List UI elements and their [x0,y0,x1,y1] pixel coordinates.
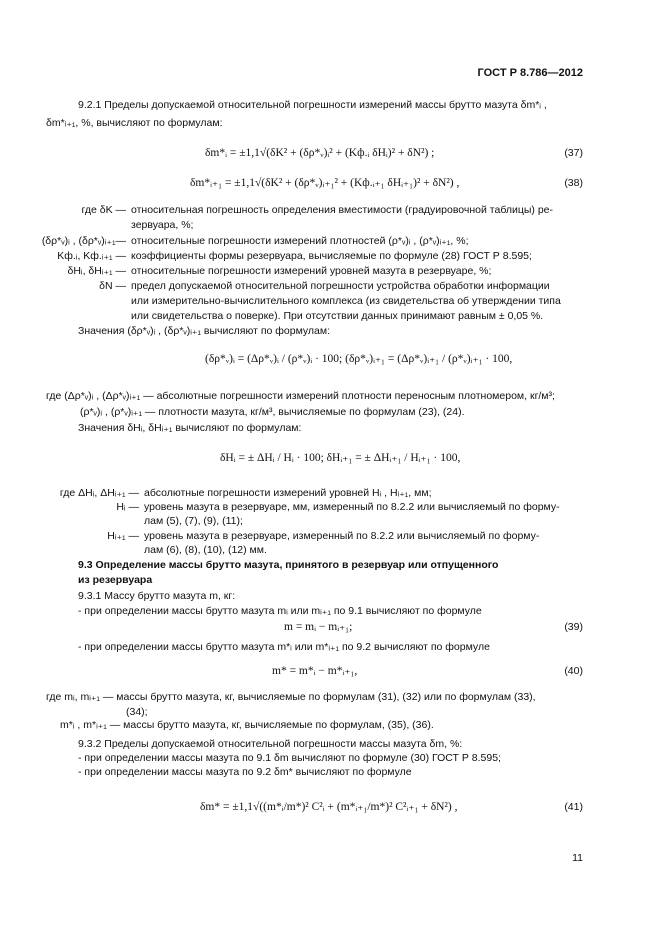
where3-symbol: Hᵢ₊₁ — [107,530,139,542]
where3-text: лам (6), (8), (10), (12) мм. [144,544,267,556]
equation-37: δm*ᵢ = ±1,1√(δK² + (δρ*ᵥ)ᵢ² + (Kф.ᵢ δHᵢ)² + δN²) ; [205,147,435,159]
where2-line1: где (Δρ*ᵥ)ᵢ , (Δρ*ᵥ)ᵢ₊₁ — абсолютные погрешности измерений плотности переносным плотномером, кг/м³; [46,390,555,402]
paragraph-931-line1: 9.3.1 Массу брутто мазута m, кг: [78,590,236,602]
where1-symbol: Kф.ᵢ, Kф.ᵢ₊₁ — [57,250,126,262]
where3-text: абсолютные погрешности измерений уровней Hᵢ , Hᵢ₊₁, мм; [144,487,432,499]
where1-symbol: где δK — [81,204,126,216]
paragraph-932-line3: - при определении массы мазута по 9.2 δm* вычисляют по формуле [78,766,412,778]
equation-38-number: (38) [564,177,583,189]
paragraph-921-line2: δm*ᵢ₊₁, %, вычисляют по формулам: [46,117,223,129]
where1-text: или измерительно-вычислительного комплекса (из свидетельства об утверждении типа [131,295,561,307]
where1-text: относительные погрешности измерений уровней мазута в резервуаре, %; [131,265,492,277]
equation-rho: (δρ*ᵥ)ᵢ = (Δρ*ᵥ)ᵢ / (ρ*ᵥ)ᵢ · 100; (δρ*ᵥ)ᵢ₊₁ = (Δρ*ᵥ)ᵢ₊₁ / (ρ*ᵥ)ᵢ₊₁ · 100, [205,353,513,365]
equation-37-number: (37) [564,147,583,159]
where3-text: лам (5), (7), (9), (11); [144,515,243,527]
where3-symbol: где ΔHᵢ, ΔHᵢ₊₁ — [59,487,139,499]
document-header: ГОСТ Р 8.786—2012 [477,67,583,79]
equation-40: m* = m*ᵢ − m*ᵢ₊₁, [272,665,358,677]
where3-text: уровень мазута в резервуаре, измеренный по 8.2.2 или вычисляемый по форму- [144,530,540,542]
paragraph-932-line1: 9.3.2 Пределы допускаемой относительной погрешности массы мазута δm, %: [78,738,463,750]
where4-line1: где mᵢ, mᵢ₊₁ — массы брутто мазута, кг, вычисляемые по формулам (31), (32) или по формулам (33), [46,691,536,703]
where2-line2: (ρ*ᵥ)ᵢ , (ρ*ᵥ)ᵢ₊₁ — плотности мазута, кг/м³, вычисляемые по формулам (23), (24). [80,406,465,418]
where3-symbol: Hᵢ — [116,501,139,513]
section-9-3-title-line2: из резервуара [78,574,153,586]
paragraph-931-line2: - при определении массы брутто мазута mᵢ или mᵢ₊₁ по 9.1 вычисляют по формуле [78,605,482,617]
equation-41: δm* = ±1,1√((m*ᵢ/m*)² C²ᵢ + (m*ᵢ₊₁/m*)² C²ᵢ₊₁ + δN²) , [200,801,458,813]
where1-text: коэффициенты формы резервуара, вычисляемые по формуле (28) ГОСТ Р 8.595; [131,250,532,262]
where1-text: или свидетельства о поверке). При отсутствии данных принимают равным ± 0,05 %. [131,310,544,322]
where1-text: зервуара, %; [131,219,194,231]
where1-symbol: (δρ*ᵥ)ᵢ , (δρ*ᵥ)ᵢ₊₁— [41,235,126,247]
values-H-intro: Значения δHᵢ, δHᵢ₊₁ вычисляют по формулам: [78,422,302,434]
where1-text: относительная погрешность определения вместимости (градуировочной таблицы) ре- [131,204,554,216]
equation-40-number: (40) [564,665,583,677]
where3-text: уровень мазута в резервуаре, мм, измеренный по 8.2.2 или вычисляемый по форму- [144,501,560,513]
equation-38: δm*ᵢ₊₁ = ±1,1√(δK² + (δρ*ᵥ)ᵢ₊₁² + (Kф.ᵢ₊₁ δHᵢ₊₁)² + δN²) , [190,177,460,189]
where1-text: относительные погрешности измерений плотностей (ρ*ᵥ)ᵢ , (ρ*ᵥ)ᵢ₊₁, %; [131,235,469,247]
where4-line2: (34); [126,706,148,718]
paragraph-932-line2: - при определении массы мазута по 9.1 δm вычисляют по формуле (30) ГОСТ Р 8.595; [78,752,501,764]
page-number: 11 [572,852,583,864]
where1-symbol: δN — [99,280,126,292]
where1-symbol: δHᵢ, δHᵢ₊₁ — [67,265,126,277]
equation-41-number: (41) [564,801,583,813]
paragraph-931-line3: - при определении массы брутто мазута m*ᵢ или m*ᵢ₊₁ по 9.2 вычисляют по формуле [78,641,490,653]
equation-H: δHᵢ = ± ΔHᵢ / Hᵢ · 100; δHᵢ₊₁ = ± ΔHᵢ₊₁ / Hᵢ₊₁ · 100, [220,452,461,464]
section-9-3-title-line1: 9.3 Определение массы брутто мазута, принятого в резервуар или отпущенного [78,559,499,571]
paragraph-921-line1: 9.2.1 Пределы допускаемой относительной погрешности измерений массы брутто мазута δm*ᵢ , [78,99,547,111]
where4-line3: m*ᵢ , m*ᵢ₊₁ — массы брутто мазута, кг, вычисляемые по формулам, (35), (36). [60,719,434,731]
where1-text: предел допускаемой относительной погрешности устройства обработки информации [131,280,550,292]
equation-39: m = mᵢ − mᵢ₊₁; [284,621,353,633]
equation-39-number: (39) [564,621,583,633]
values-rho-intro: Значения (δρ*ᵥ)ᵢ , (δρ*ᵥ)ᵢ₊₁ вычисляют по формулам: [78,325,331,337]
